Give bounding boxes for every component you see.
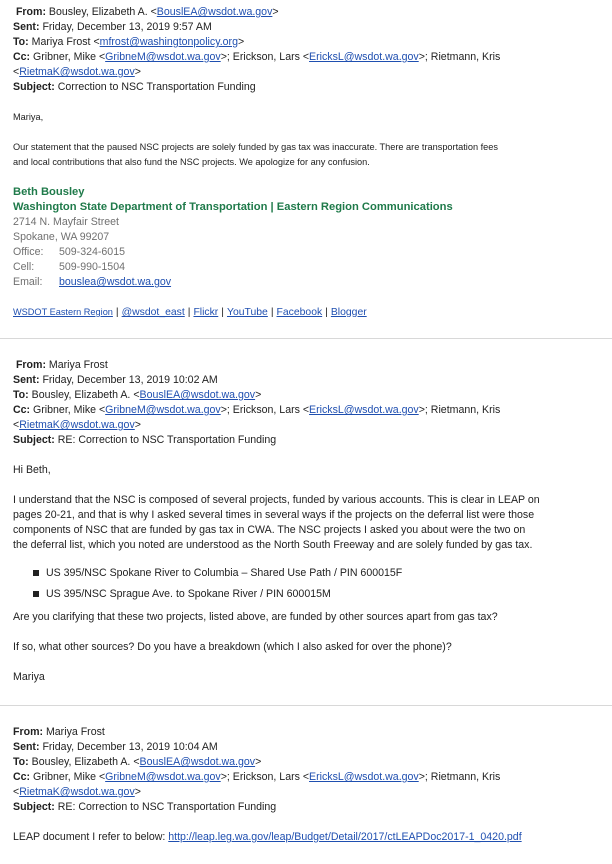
body-line: components of NSC that are funded by gas tax in CWA. The NSC projects I asked you about were the two on: [13, 524, 526, 536]
cc-line-cont: [13, 418, 604, 433]
bullet-icon: [33, 570, 39, 576]
list-item: [13, 587, 604, 602]
cc-line-cont: [13, 65, 604, 80]
to-line: [13, 35, 604, 50]
link-facebook[interactable]: Facebook: [276, 307, 323, 318]
signoff: Mariya: [13, 671, 45, 683]
to-line: [13, 755, 604, 770]
cc-name: >; Rietmann, Kris: [418, 51, 501, 63]
from-label: From:: [15, 359, 46, 371]
link-wsdot-eastern-region[interactable]: WSDOT Eastern Region: [13, 307, 113, 317]
to-email-link[interactable]: BouslEA@wsdot.wa.gov: [139, 756, 256, 768]
from-label: From:: [13, 726, 44, 738]
cc-line: [13, 770, 604, 785]
bracket: <: [13, 419, 20, 431]
cc-email-link[interactable]: GribneM@wsdot.wa.gov: [105, 51, 221, 63]
cc-label: Cc:: [13, 51, 31, 63]
sent-value: Friday, December 13, 2019 10:02 AM: [42, 374, 218, 386]
from-name: Mariya Frost: [48, 359, 108, 371]
sent-label: Sent:: [13, 374, 40, 386]
body-line: the deferral list, which you noted are understood as the North South Freeway and are solely funded by gas tax.: [13, 539, 533, 551]
signature-cell: [13, 260, 604, 275]
office-value: 509-324-6015: [59, 246, 125, 258]
cc-name: >; Erickson, Lars <: [220, 404, 310, 416]
from-line: [13, 725, 604, 740]
bracket: >: [237, 36, 245, 48]
to-name: Bousley, Elizabeth A. <: [31, 756, 140, 768]
from-email-link[interactable]: BouslEA@wsdot.wa.gov: [156, 6, 273, 18]
sent-value: Friday, December 13, 2019 9:57 AM: [42, 21, 212, 33]
sent-label: Sent:: [13, 21, 40, 33]
cc-email-link[interactable]: GribneM@wsdot.wa.gov: [105, 771, 221, 783]
body-text: LEAP document I refer to below:: [13, 831, 169, 843]
to-label: To:: [13, 389, 29, 401]
cc-label: Cc:: [13, 404, 31, 416]
cc-name: >; Erickson, Lars <: [220, 51, 310, 63]
from-line: [13, 358, 604, 373]
signature-email: [13, 275, 604, 290]
office-label: Office:: [13, 246, 44, 258]
question: Are you clarifying that these two projects, listed above, are funded by other sources apart from gas tax?: [13, 611, 498, 623]
link-youtube[interactable]: YouTube: [226, 307, 268, 318]
followup: If so, what other sources? Do you have a breakdown (which I also asked for over the phone)?: [13, 641, 452, 653]
subject-label: Subject:: [13, 801, 55, 813]
cc-email-link[interactable]: GribneM@wsdot.wa.gov: [105, 404, 221, 416]
greeting: Hi Beth,: [13, 464, 51, 476]
leap-document-link[interactable]: http://leap.leg.wa.gov/leap/Budget/Detail/2017/ctLEAPDoc2017-1_0420.pdf: [168, 831, 522, 843]
bracket: <: [13, 786, 20, 798]
to-label: To:: [13, 756, 29, 768]
body-line: and local contributions that also fund the NSC projects. We apologize for any confusion.: [13, 157, 370, 167]
link-blogger[interactable]: Blogger: [330, 307, 367, 318]
link-twitter[interactable]: @wsdot_east: [121, 307, 185, 318]
signature-address-2: Spokane, WA 99207: [13, 231, 110, 243]
bracket: >: [272, 6, 279, 18]
email-3: [0, 725, 612, 845]
signature-address-1: 2714 N. Mayfair Street: [13, 216, 119, 228]
separator: |: [221, 307, 224, 318]
message-divider: [0, 338, 612, 339]
sent-line: [13, 740, 604, 755]
cc-name: >; Erickson, Lars <: [220, 771, 310, 783]
list-item-text: US 395/NSC Sprague Ave. to Spokane River / PIN 600015M: [46, 588, 331, 600]
email-label: Email:: [13, 276, 43, 288]
body-line: [13, 830, 604, 845]
sent-line: [13, 373, 604, 388]
social-links: [13, 305, 604, 320]
body-line: Our statement that the paused NSC projects are solely funded by gas tax was inaccurate. There are transportation fees: [13, 142, 498, 152]
cc-email-link[interactable]: EricksL@wsdot.wa.gov: [309, 51, 419, 63]
bracket: >: [255, 756, 262, 768]
sent-value: Friday, December 13, 2019 10:04 AM: [42, 741, 218, 753]
cc-email-link[interactable]: RietmaK@wsdot.wa.gov: [19, 66, 135, 78]
body-line: I understand that the NSC is composed of several projects, funded by various accounts. This is clear in LEAP on: [13, 494, 540, 506]
separator: |: [325, 307, 328, 318]
signature-email-link[interactable]: bouslea@wsdot.wa.gov: [59, 276, 172, 288]
to-email-link[interactable]: mfrost@washingtonpolicy.org: [99, 36, 238, 48]
bracket: >: [255, 389, 262, 401]
from-name: Bousley, Elizabeth A. <: [48, 6, 157, 18]
from-line: [13, 5, 604, 20]
bracket: >: [134, 786, 141, 798]
signature-org: Washington State Department of Transportation | Eastern Region Communications: [13, 201, 453, 213]
body-line: pages 20-21, and that is why I asked several times in several ways if the projects on the deferral list were those: [13, 509, 535, 521]
from-label: From:: [15, 6, 46, 18]
cc-name: Gribner, Mike <: [33, 771, 106, 783]
sent-line: [13, 20, 604, 35]
cc-name: Gribner, Mike <: [33, 51, 106, 63]
subject-line: [13, 800, 604, 815]
cc-email-link[interactable]: EricksL@wsdot.wa.gov: [309, 771, 419, 783]
greeting: Mariya,: [13, 112, 44, 122]
link-flickr[interactable]: Flickr: [193, 307, 219, 318]
cc-name: >; Rietmann, Kris: [418, 404, 501, 416]
signature-name: Beth Bousley: [13, 186, 85, 198]
bracket: >: [134, 419, 141, 431]
cc-email-link[interactable]: RietmaK@wsdot.wa.gov: [19, 786, 135, 798]
cc-line: [13, 50, 604, 65]
bullet-icon: [33, 591, 39, 597]
subject-label: Subject:: [13, 434, 55, 446]
to-line: [13, 388, 604, 403]
separator: |: [187, 307, 191, 318]
to-name: Mariya Frost <: [31, 36, 100, 48]
email-2: [0, 358, 612, 685]
bracket: <: [13, 66, 20, 78]
cc-name: Gribner, Mike <: [33, 404, 106, 416]
email-1: [0, 5, 612, 320]
subject-line: [13, 80, 604, 95]
cell-value: 509-990-1504: [59, 261, 125, 273]
subject-line: [13, 433, 604, 448]
cc-line: [13, 403, 604, 418]
cc-email-link[interactable]: EricksL@wsdot.wa.gov: [309, 404, 419, 416]
subject-value: Correction to NSC Transportation Funding: [57, 81, 256, 93]
cc-name: >; Rietmann, Kris: [418, 771, 501, 783]
list-item-text: US 395/NSC Spokane River to Columbia – Shared Use Path / PIN 600015F: [46, 567, 403, 579]
sent-label: Sent:: [13, 741, 40, 753]
cc-email-link[interactable]: RietmaK@wsdot.wa.gov: [19, 419, 135, 431]
bracket: >: [134, 66, 141, 78]
cc-label: Cc:: [13, 771, 31, 783]
list-item: [13, 566, 604, 581]
subject-value: RE: Correction to NSC Transportation Funding: [57, 434, 277, 446]
separator: |: [115, 307, 119, 318]
from-name: Mariya Frost: [45, 726, 105, 738]
signature-office: [13, 245, 604, 260]
message-divider: [0, 705, 612, 706]
cc-line-cont: [13, 785, 604, 800]
to-label: To:: [13, 36, 29, 48]
to-name: Bousley, Elizabeth A. <: [31, 389, 140, 401]
to-email-link[interactable]: BouslEA@wsdot.wa.gov: [139, 389, 256, 401]
subject-label: Subject:: [13, 81, 55, 93]
cell-label: Cell:: [13, 261, 35, 273]
separator: |: [270, 307, 274, 318]
subject-value: RE: Correction to NSC Transportation Funding: [57, 801, 277, 813]
